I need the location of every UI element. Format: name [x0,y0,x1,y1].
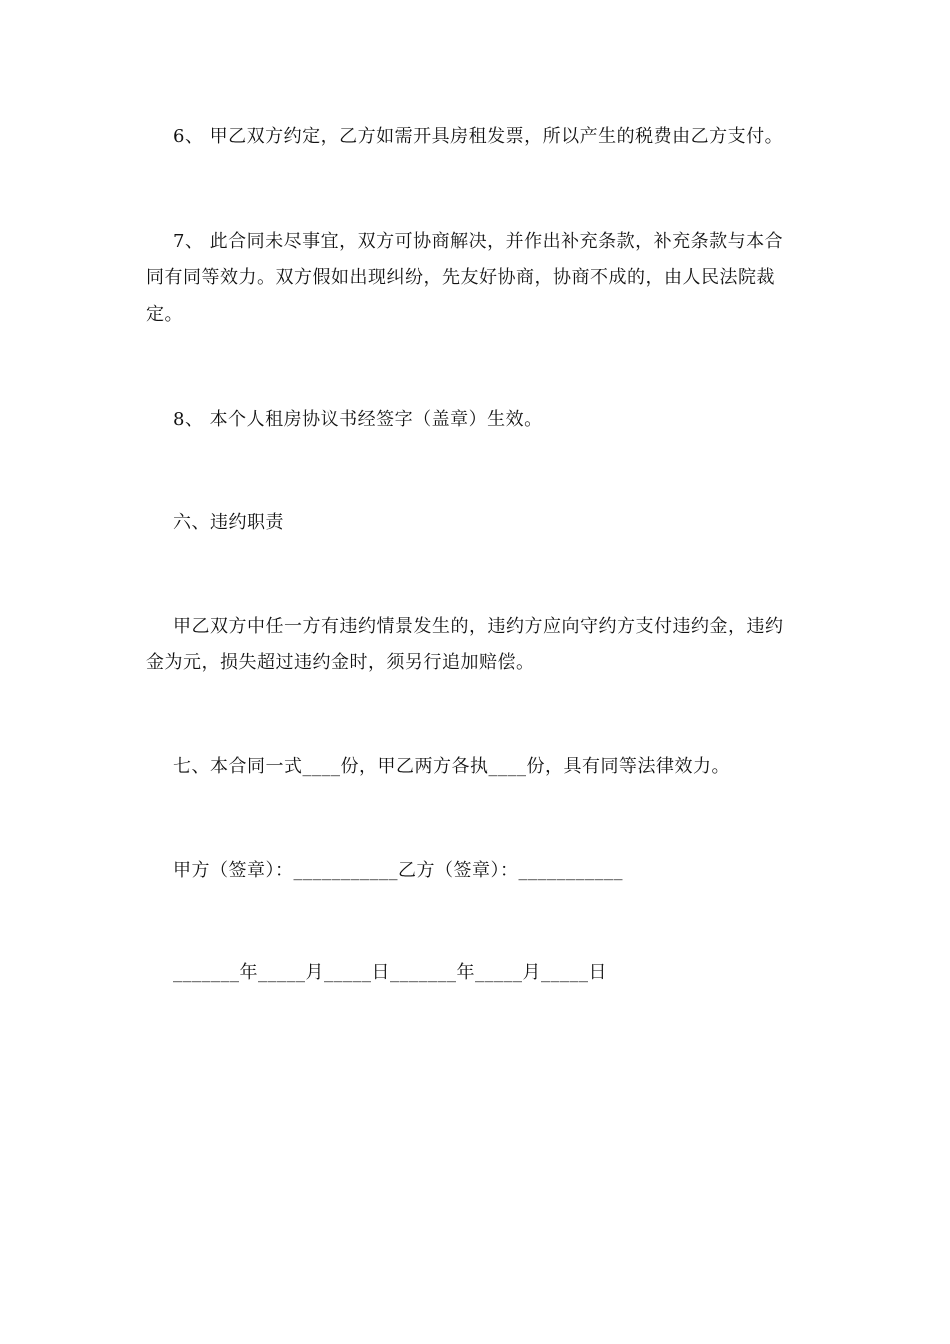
section-6-body-line-1: 甲乙双方中任一方有违约情景发生的，违约方应向守约方支付违约金，违约 [173,616,784,637]
section-6-body-line-2: 金为元，损失超过违约金时，须另行追加赔偿。 [146,652,535,673]
clause-7-line-3: 定。 [146,304,183,325]
section-6-heading: 六、违约职责 [173,512,284,533]
clause-8: 8、 本个人租房协议书经签字（盖章）生效。 [173,409,543,430]
clause-7-line-1: 7、 此合同未尽事宜，双方可协商解决，并作出补充条款，补充条款与本合 [173,231,784,252]
signature-line: 甲方（签章）：___________乙方（签章）：___________ [173,860,623,881]
clause-7-line-2: 同有同等效力。双方假如出现纠纷，先友好协商，协商不成的，由人民法院裁 [146,267,775,288]
date-line: _______年_____月_____日_______年_____月_____日 [173,962,607,983]
section-7: 七、本合同一式____份，甲乙两方各执____份，具有同等法律效力。 [173,756,730,777]
clause-6: 6、 甲乙双方约定，乙方如需开具房租发票，所以产生的税费由乙方支付。 [173,126,784,147]
